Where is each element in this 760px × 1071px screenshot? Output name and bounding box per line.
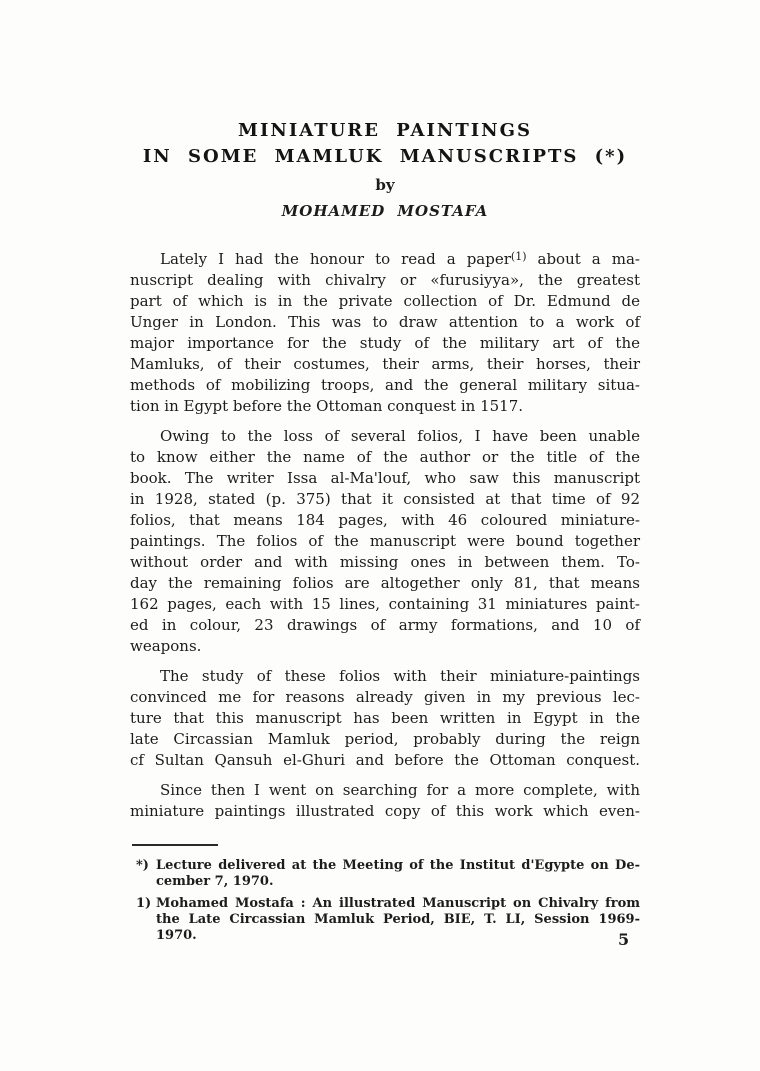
paragraph-4 — [130, 780, 640, 822]
footnotes-section — [130, 858, 640, 944]
text-line: weapons. — [130, 637, 202, 655]
page-number: 5 — [618, 930, 630, 949]
text-line: Owing to the loss of several folios, I have been unable — [160, 427, 640, 445]
text-line: nuscript dealing with chivalry or «furusiyya», the greatest — [130, 271, 640, 289]
paragraph-3 — [130, 666, 640, 771]
text-line: folios, that means 184 pages, with 46 coloured miniature- — [130, 511, 640, 529]
title-line-2: IN SOME MAMLUK MANUSCRIPTS (*) — [142, 146, 628, 167]
footnote-separator — [132, 844, 218, 846]
byline: by — [375, 176, 395, 194]
paragraph-2 — [130, 426, 640, 657]
text-line: Unger in London. This was to draw attention to a work of — [130, 313, 640, 331]
text-line: Lecture delivered at the Meeting of the Institut d'Egypte on De- — [156, 858, 640, 873]
text-line: The study of these folios with their miniature-paintings — [160, 667, 640, 685]
footnote-lecture — [130, 858, 640, 890]
footnote-text — [156, 858, 640, 890]
text-line: paintings. The folios of the manuscript were bound together — [130, 532, 640, 550]
text-line: major importance for the study of the military art of the — [130, 334, 640, 352]
text-line: the Late Circassian Mamluk Period, BIE, T. LI, Session 1969-1970. — [156, 912, 640, 943]
author-name: MOHAMED MOSTAFA — [281, 202, 489, 220]
text-line: miniature paintings illustrated copy of this work which even- — [130, 802, 640, 820]
text-line: 162 pages, each with 15 lines, containing 31 miniatures paint- — [130, 595, 640, 613]
text-line: Since then I went on searching for a more complete, with — [160, 781, 640, 799]
text-line: ed in colour, 23 drawings of army formations, and 10 of — [130, 616, 640, 634]
text-line: book. The writer Issa al-Ma'louf, who saw this manuscript — [130, 469, 640, 487]
text-line: convinced me for reasons already given in my previous lec- — [130, 688, 640, 706]
text-line: part of which is in the private collection of Dr. Edmund de — [130, 292, 640, 310]
text-segment: about a ma- — [526, 250, 640, 268]
text-line: cf Sultan Qansuh el-Ghuri and before the Ottoman conquest. — [130, 751, 640, 769]
text-segment: Lately I had the honour to read a paper — [160, 250, 511, 268]
text-block — [130, 118, 640, 950]
footnote-text — [156, 896, 640, 944]
text-line: to know either the name of the author or the title of the — [130, 448, 640, 466]
text-line: day the remaining folios are altogether only 81, that means — [130, 574, 640, 592]
text-line — [130, 246, 640, 270]
text-line: methods of mobilizing troops, and the general military situa- — [130, 376, 640, 394]
title-line-1: MINIATURE PAINTINGS — [238, 120, 532, 141]
text-line: tion in Egypt before the Ottoman conquest in 1517. — [130, 397, 524, 415]
text-line: in 1928, stated (p. 375) that it consisted at that time of 92 — [130, 490, 640, 508]
text-line: without order and with missing ones in between them. To- — [130, 553, 640, 571]
footnote-ref-1: (1) — [510, 250, 527, 263]
text-line: late Circassian Mamluk period, probably during the reign — [130, 730, 640, 748]
text-line: Mohamed Mostafa : An illustrated Manuscript on Chivalry from — [156, 896, 640, 911]
footnote-marker-asterisk: *) — [136, 858, 149, 873]
text-line: Mamluks, of their costumes, their arms, their horses, their — [130, 355, 640, 373]
paragraph-1 — [130, 246, 640, 417]
article-title — [130, 118, 640, 170]
footnote-marker-1: 1) — [136, 896, 152, 911]
text-line: cember 7, 1970. — [156, 874, 274, 889]
text-line: ture that this manuscript has been written in Egypt in the — [130, 709, 640, 727]
footnote-reference-1 — [130, 896, 640, 944]
